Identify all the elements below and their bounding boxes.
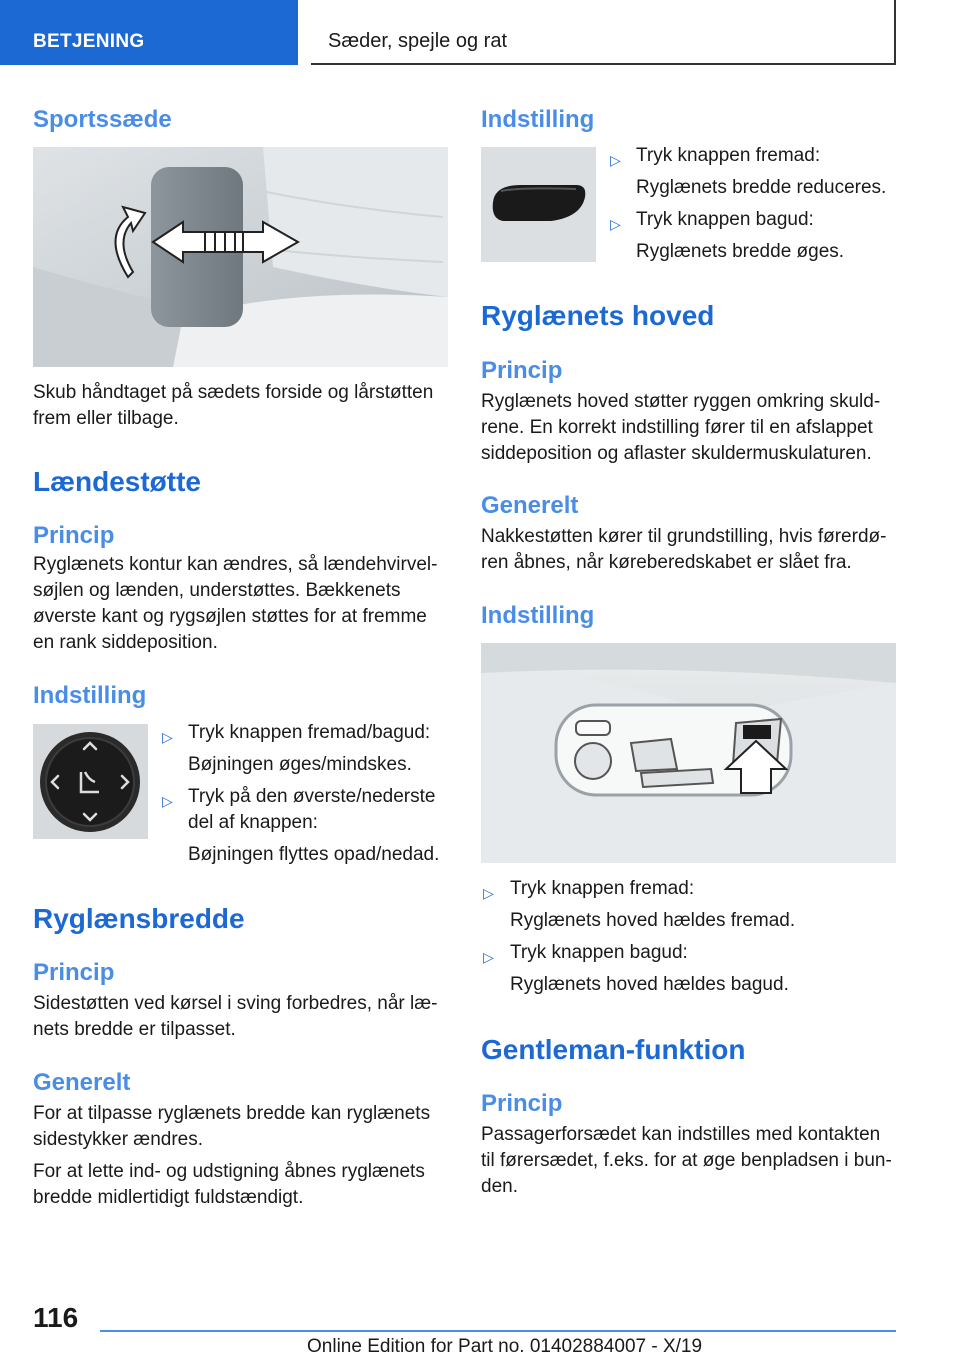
triangle-right-icon: ▷ [483,949,494,965]
header-chapter-box [311,0,896,65]
triangle-right-icon: ▷ [162,729,173,745]
footer-rule [100,1330,896,1332]
header-section-tab [0,0,298,65]
sport-seat-illustration [33,147,448,367]
header-section-label: BETJENING [33,31,145,52]
head-general-text: Nakkestøtten kører til grundstilling, hvis førerdø- ren åbnes, når køreberedskabet er slået fra. [481,526,887,573]
seat-control-panel-image [481,643,896,863]
width-general-heading: Generelt [33,1069,131,1096]
seat-switch-illustration [481,643,896,863]
width-general-text-1: For at tilpasse ryglænets bredde kan ryglænets sidestykker ændres. [33,1103,431,1150]
width-button-icon [481,147,596,262]
width-setting-heading: Indstilling [481,106,595,133]
width-principle-heading: Princip [33,959,115,986]
lumbar-principle-heading: Princip [33,522,115,549]
triangle-right-icon: ▷ [483,885,494,901]
head-general-heading: Generelt [481,492,579,519]
sport-seat-text: Skub håndtaget på sædets forside og lårstøtten frem eller tilbage. [33,382,434,429]
gentleman-text: Passagerforsædet kan indstilles med kontakten til førersædet, f.eks. for at øge benpladsen i bun- den. [481,1124,892,1197]
head-principle-heading: Princip [481,357,563,384]
head-principle-text: Ryglænets hoved støtter ryggen omkring skuld- rene. En korrekt indstilling fører til en afslappet siddeposition og aflaster skuldermuskulaturen. [481,391,881,464]
footer-edition: Online Edition for Part no. 01402884007 - X/19 [307,1336,703,1357]
page-number: 116 [33,1302,79,1333]
sport-seat-image [33,147,448,367]
width-heading: Ryglænsbredde [33,903,245,934]
gentleman-principle-heading: Princip [481,1090,563,1117]
triangle-right-icon: ▷ [610,152,621,168]
lumbar-heading: Lændestøtte [33,466,201,497]
width-principle-text: Sidestøtten ved kørsel i sving forbedres, når læ- nets bredde er tilpasset. [33,993,438,1040]
head-setting-heading: Indstilling [481,602,595,629]
lumbar-principle-text: Ryglænets kontur kan ændres, så lændehvirvel- søjlen og lænden, understøttes. Bækkenets øverste kant og rygsøjlen støttes for at fremme en rank siddeposition. [33,554,438,653]
sport-seat-heading: Sportssæde [33,106,172,133]
width-general-text-2: For at lette ind- og udstigning åbnes ryglænets bredde midlertidigt fuldstændigt. [33,1161,425,1208]
lumbar-control-icon [33,724,148,839]
header-chapter-label: Sæder, spejle og rat [328,30,507,52]
triangle-right-icon: ▷ [610,216,621,232]
gentleman-heading: Gentleman-funktion [481,1034,746,1065]
head-heading: Ryglænets hoved [481,300,715,331]
triangle-right-icon: ▷ [162,793,173,809]
lumbar-setting-heading: Indstilling [33,682,147,709]
